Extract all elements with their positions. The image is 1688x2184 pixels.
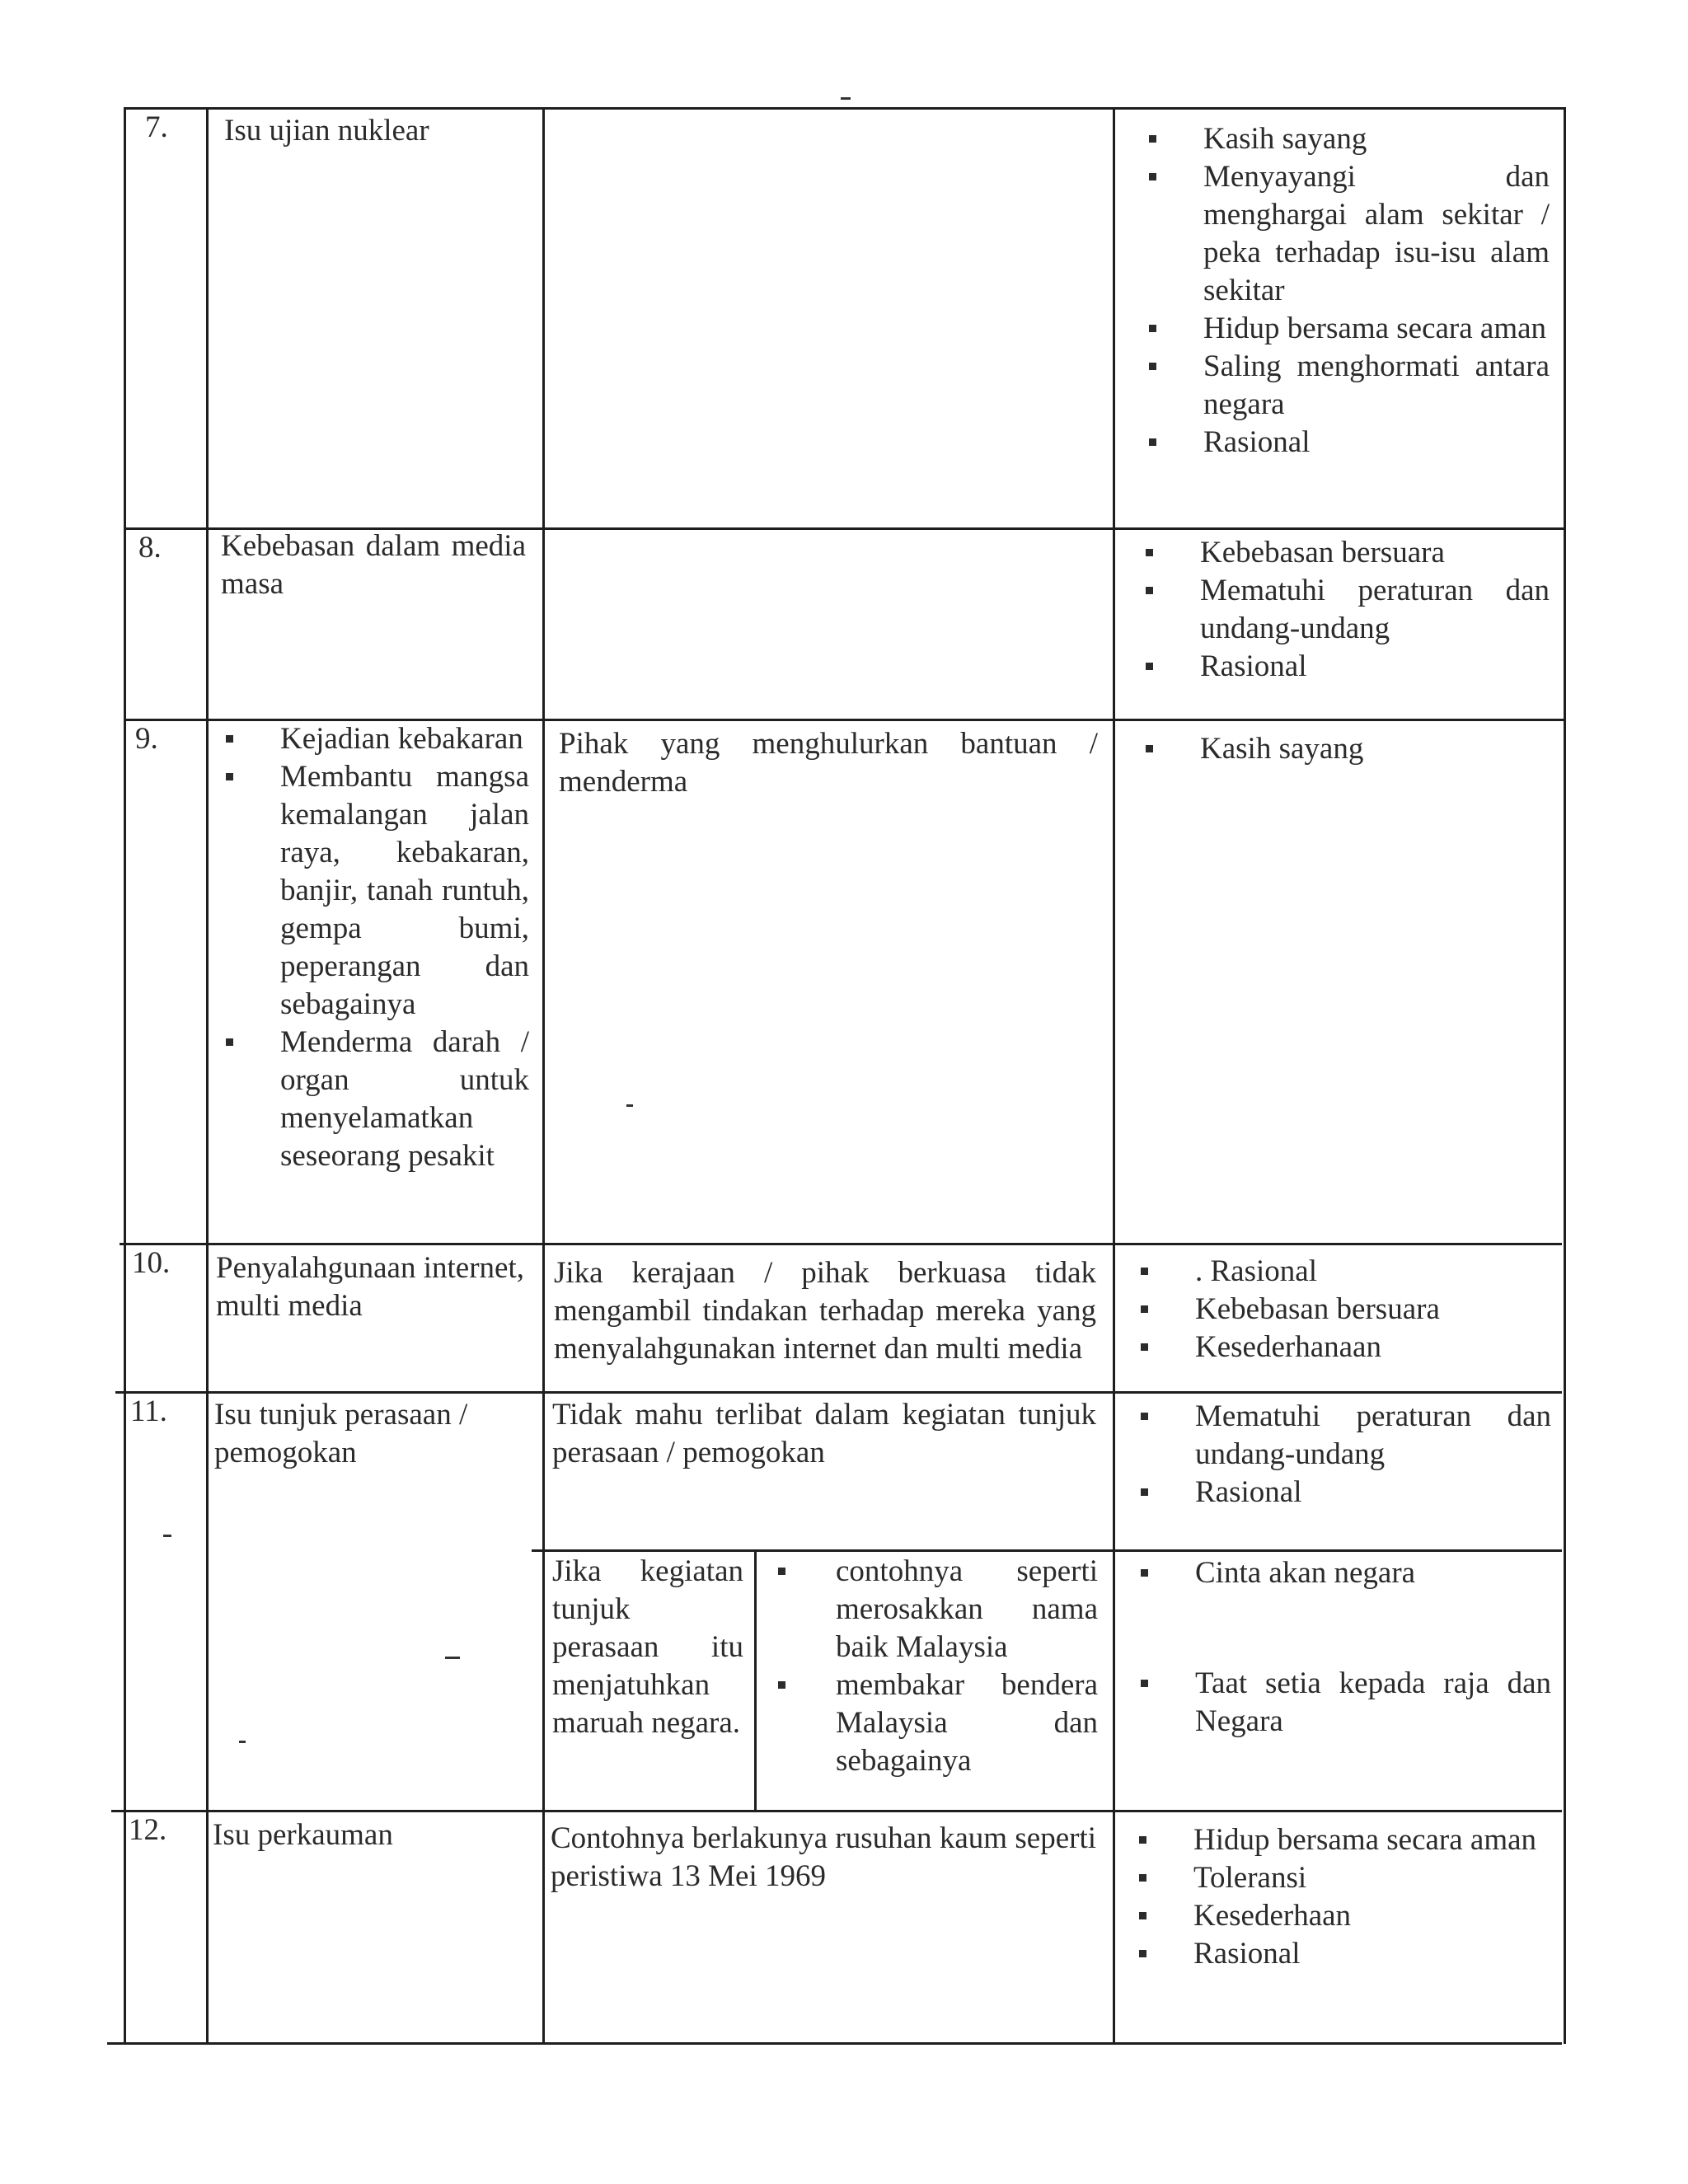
- bullet-icon: [1139, 1912, 1146, 1919]
- bullet-icon: [1141, 1413, 1148, 1420]
- issue-cell: Isu ujian nuklear: [224, 114, 429, 148]
- values-cell: [1121, 1821, 1551, 1973]
- value-item: Menyayangi dan menghargai alam sekitar / peka terhadap isu-isu alam sekitar: [1131, 158, 1550, 310]
- bullet-icon: [1146, 745, 1153, 752]
- value-item: Cinta akan negara: [1123, 1554, 1551, 1592]
- bullet-icon: [1141, 1680, 1148, 1687]
- row-divider-9-10: [120, 1243, 1562, 1245]
- example-item: contohnya seperti merosakkan nama baik Malaysia: [763, 1553, 1098, 1666]
- value-item: Saling menghormati antara negara: [1131, 348, 1550, 424]
- value-item: Taat setia kepada raja dan Negara: [1123, 1665, 1551, 1741]
- bullet-icon: [1149, 135, 1156, 143]
- bullet-icon: [1139, 1950, 1146, 1957]
- situation-cell: Jika kerajaan / pihak berkuasa tidak mengambil tindakan terhadap mereka yang menyalahgunakan internet dan multi media: [554, 1256, 1096, 1366]
- sub-condition-cell: Jika kegiatan tunjuk perasaan itu menjatuhkan maruah negara.: [552, 1554, 743, 1740]
- bullet-icon: [1141, 1488, 1148, 1496]
- bullet-icon: [1149, 363, 1156, 370]
- bullet-icon: [1139, 1836, 1146, 1844]
- value-item: Kasih sayang: [1128, 730, 1550, 768]
- bullet-icon: [1146, 587, 1153, 594]
- bullet-icon: [1139, 1874, 1146, 1882]
- sub-column-divider: [754, 1549, 757, 1810]
- bullet-icon: [1141, 1305, 1148, 1313]
- value-item: Rasional: [1121, 1935, 1551, 1973]
- bullet-icon: [226, 1038, 233, 1046]
- row-number: 8.: [138, 531, 162, 565]
- row-divider-11-sub: [532, 1549, 1562, 1552]
- value-item: Kebebasan bersuara: [1128, 534, 1550, 572]
- situation-cell: Tidak mahu terlibat dalam kegiatan tunjuk perasaan / pemogokan: [552, 1398, 1096, 1469]
- bullet-icon: [1141, 1343, 1148, 1351]
- bullet-icon: [1149, 325, 1156, 332]
- table-border-top: [124, 107, 1566, 110]
- row-number: 7.: [145, 110, 168, 144]
- column-divider-situation: [1113, 107, 1115, 2044]
- sub-values-cell: [1123, 1554, 1551, 1741]
- issue-cell: Isu tunjuk perasaan / pemogokan: [214, 1398, 468, 1469]
- issue-cell: Kebebasan dalam media masa: [221, 529, 526, 601]
- scan-speck: [445, 1657, 460, 1659]
- example-item: membakar bendera Malaysia dan sebagainya: [763, 1666, 1098, 1780]
- value-item: Hidup bersama secara aman: [1121, 1821, 1551, 1859]
- scan-speck: [626, 1104, 633, 1107]
- bullet-icon: [1146, 663, 1153, 670]
- row-number: 9.: [135, 722, 158, 756]
- row-number: 12.: [129, 1813, 167, 1847]
- values-cell: [1128, 534, 1550, 686]
- situation-cell: Pihak yang menghulurkan bantuan / menderma: [559, 727, 1098, 799]
- bullet-icon: [1149, 173, 1156, 180]
- situation-cell: Contohnya berlakunya rusuhan kaum seperti peristiwa 13 Mei 1969: [551, 1821, 1096, 1893]
- issue-cell: [208, 720, 529, 1175]
- value-item: Kesederhaan: [1121, 1897, 1551, 1935]
- issue-cell: Penyalahgunaan internet, multi media: [216, 1251, 524, 1323]
- scan-speck: [163, 1535, 171, 1537]
- values-cell: [1123, 1398, 1551, 1511]
- value-item: Mematuhi peraturan dan undang-undang: [1123, 1398, 1551, 1474]
- bullet-icon: [226, 773, 233, 780]
- sub-examples-cell: [763, 1553, 1098, 1780]
- bullet-icon: [778, 1568, 785, 1575]
- value-item: Hidup bersama secara aman: [1131, 310, 1550, 348]
- row-number: 11.: [130, 1394, 167, 1428]
- scan-speck: [239, 1741, 246, 1743]
- issue-item: Kejadian kebakaran: [208, 720, 529, 758]
- bullet-icon: [778, 1681, 785, 1689]
- values-cell: [1128, 730, 1550, 768]
- issue-item: Membantu mangsa kemalangan jalan raya, kebakaran, banjir, tanah runtuh, gempa bumi, peperangan dan sebagainya: [208, 758, 529, 1024]
- table-border-right: [1564, 107, 1566, 2044]
- bullet-icon: [1141, 1569, 1148, 1577]
- bullet-icon: [1149, 438, 1156, 446]
- row-number: 10.: [132, 1246, 171, 1280]
- value-item: Kebebasan bersuara: [1123, 1291, 1551, 1329]
- value-item: Rasional: [1131, 424, 1550, 462]
- issue-cell: Isu perkauman: [213, 1818, 393, 1852]
- table-border-bottom: [107, 2042, 1562, 2045]
- value-item: Mematuhi peraturan dan undang-undang: [1128, 572, 1550, 648]
- values-cell: [1131, 120, 1550, 462]
- bullet-icon: [226, 735, 233, 743]
- bullet-icon: [1146, 549, 1153, 556]
- bullet-icon: [1141, 1268, 1148, 1275]
- value-item: Kasih sayang: [1131, 120, 1550, 158]
- value-item: Rasional: [1123, 1474, 1551, 1511]
- scan-speck: [841, 97, 851, 100]
- table-border-left: [124, 107, 126, 2044]
- value-item: . Rasional: [1123, 1253, 1551, 1291]
- value-item: Kesederhanaan: [1123, 1329, 1551, 1366]
- issue-item: Menderma darah / organ untuk menyelamatkan seseorang pesakit: [208, 1024, 529, 1175]
- row-divider-10-11: [115, 1391, 1562, 1394]
- column-divider-issue: [542, 107, 545, 2044]
- value-item: Toleransi: [1121, 1859, 1551, 1897]
- value-item: Rasional: [1128, 648, 1550, 686]
- values-cell: [1123, 1253, 1551, 1366]
- row-divider-11-12: [111, 1810, 1562, 1812]
